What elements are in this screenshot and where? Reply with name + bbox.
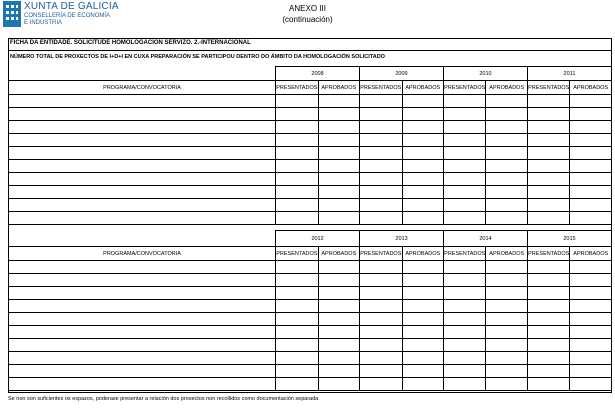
presented-input-cell[interactable] [276,199,318,212]
presented-column-header: PRESENTADOS [527,247,569,261]
approved-input-cell[interactable] [318,186,359,199]
approved-column-header: APROBADOS [486,81,527,95]
approved-input-cell[interactable] [486,173,527,186]
presented-input-cell[interactable] [443,186,485,199]
presented-input-cell[interactable] [444,326,486,339]
approved-input-cell[interactable] [402,160,443,173]
presented-input-cell[interactable] [527,212,569,225]
presented-input-cell[interactable] [360,95,402,108]
approved-input-cell[interactable] [486,287,527,300]
presented-input-cell[interactable] [360,108,402,121]
approved-input-cell[interactable] [570,186,612,199]
presented-input-cell[interactable] [276,274,318,287]
presented-input-cell[interactable] [527,186,569,199]
approved-input-cell[interactable] [486,147,527,160]
approved-input-cell[interactable] [402,95,443,108]
presented-input-cell[interactable] [444,274,486,287]
approved-input-cell[interactable] [402,287,443,300]
approved-input-cell[interactable] [318,378,359,391]
year-header-row [9,231,612,247]
program-input-cell[interactable] [9,365,276,378]
approved-input-cell[interactable] [486,300,527,313]
presented-input-cell[interactable] [360,365,402,378]
program-input-cell[interactable] [9,108,276,121]
approved-input-cell[interactable] [402,108,443,121]
table-row [9,173,612,186]
approved-column-header: APROBADOS [486,247,527,261]
department-line-1: CONSELLERÍA DE ECONOMÍA [24,13,111,19]
projects-table-2008-2011 [8,66,612,225]
approved-input-cell[interactable] [402,339,443,352]
page-header [0,0,615,36]
presented-input-cell[interactable] [360,313,402,326]
column-header-row [9,81,612,95]
presented-input-cell[interactable] [276,313,318,326]
approved-input-cell[interactable] [570,121,612,134]
table-row [9,378,612,391]
xunta-logo-icon [3,1,21,27]
approved-input-cell[interactable] [318,160,359,173]
presented-column-header: PRESENTADOS [444,247,486,261]
table-row [9,287,612,300]
presented-column-header: PRESENTADOS [360,247,402,261]
approved-input-cell[interactable] [402,365,443,378]
presented-column-header: PRESENTADOS [276,247,318,261]
approved-input-cell[interactable] [570,108,612,121]
presented-input-cell[interactable] [527,352,569,365]
projects-table-2012-2015 [8,230,612,391]
approved-input-cell[interactable] [402,199,443,212]
program-input-cell[interactable] [9,378,276,391]
presented-input-cell[interactable] [527,173,569,186]
approved-input-cell[interactable] [318,313,359,326]
presented-column-header: PRESENTADOS [443,81,485,95]
presented-input-cell[interactable] [360,378,402,391]
program-input-cell[interactable] [9,160,276,173]
approved-input-cell[interactable] [570,365,612,378]
title-divider [8,50,612,51]
approved-input-cell[interactable] [570,313,612,326]
program-input-cell[interactable] [9,134,276,147]
presented-input-cell[interactable] [444,339,486,352]
presented-input-cell[interactable] [443,108,485,121]
approved-input-cell[interactable] [318,261,359,274]
form-subtitle: NÚMERO TOTAL DE PROXECTOS DE I+D+I EN CUXA PREPARACIÓN SE PARTICIPOU DENTRO DO ÁMBITO DA HOMOLOGACIÓN SOLICITADO [10,54,385,60]
presented-column-header: PRESENTADOS [527,81,569,95]
table-row [9,352,612,365]
approved-input-cell[interactable] [570,95,612,108]
annex-title: ANEXO III [289,4,326,13]
approved-input-cell[interactable] [318,326,359,339]
approved-input-cell[interactable] [318,147,359,160]
table-row [9,95,612,108]
presented-input-cell[interactable] [444,261,486,274]
approved-input-cell[interactable] [486,365,527,378]
year-header: 2009 [360,67,444,81]
program-input-cell[interactable] [9,339,276,352]
presented-input-cell[interactable] [527,300,569,313]
table-row [9,147,612,160]
presented-input-cell[interactable] [527,108,569,121]
table-row [9,199,612,212]
approved-input-cell[interactable] [402,326,443,339]
table-row [9,326,612,339]
program-input-cell[interactable] [9,300,276,313]
approved-input-cell[interactable] [570,173,612,186]
presented-input-cell[interactable] [444,313,486,326]
year-header-row [9,67,612,81]
presented-input-cell[interactable] [360,147,402,160]
approved-input-cell[interactable] [402,212,443,225]
presented-input-cell[interactable] [527,160,569,173]
approved-input-cell[interactable] [318,287,359,300]
presented-input-cell[interactable] [527,261,569,274]
approved-input-cell[interactable] [570,134,612,147]
presented-input-cell[interactable] [443,160,485,173]
program-input-cell[interactable] [9,326,276,339]
year-header: 2012 [276,231,360,247]
approved-input-cell[interactable] [486,108,527,121]
approved-input-cell[interactable] [570,378,612,391]
presented-input-cell[interactable] [276,261,318,274]
approved-input-cell[interactable] [318,352,359,365]
annex-subtitle: (continuación) [282,15,333,24]
approved-input-cell[interactable] [402,313,443,326]
approved-input-cell[interactable] [486,160,527,173]
approved-column-header: APROBADOS [318,247,359,261]
approved-input-cell[interactable] [486,134,527,147]
program-input-cell[interactable] [9,147,276,160]
approved-input-cell[interactable] [318,212,359,225]
presented-input-cell[interactable] [527,95,569,108]
presented-input-cell[interactable] [443,199,485,212]
presented-input-cell[interactable] [276,300,318,313]
presented-input-cell[interactable] [276,352,318,365]
approved-input-cell[interactable] [318,134,359,147]
approved-input-cell[interactable] [402,300,443,313]
program-input-cell[interactable] [9,199,276,212]
approved-input-cell[interactable] [486,339,527,352]
presented-input-cell[interactable] [276,134,318,147]
program-column-header: PROGRAMA/CONVOCATORIA [9,247,276,261]
approved-input-cell[interactable] [318,199,359,212]
program-column-header: PROGRAMA/CONVOCATORIA [9,81,276,95]
approved-input-cell[interactable] [486,199,527,212]
presented-input-cell[interactable] [276,147,318,160]
approved-input-cell[interactable] [402,121,443,134]
approved-input-cell[interactable] [570,339,612,352]
form-title: FICHA DA ENTIDADE. SOLICITUDE HOMOLOGACIÓN SERVIZO. 2.-INTERNACIONAL [10,40,251,46]
presented-input-cell[interactable] [276,186,318,199]
approved-input-cell[interactable] [486,186,527,199]
year-header: 2010 [443,67,527,81]
presented-input-cell[interactable] [360,261,402,274]
department-line-2: E INDUSTRIA [24,20,63,26]
approved-input-cell[interactable] [486,261,527,274]
table-row [9,261,612,274]
presented-input-cell[interactable] [443,173,485,186]
approved-input-cell[interactable] [570,287,612,300]
program-input-cell[interactable] [9,212,276,225]
presented-input-cell[interactable] [443,212,485,225]
program-input-cell[interactable] [9,274,276,287]
presented-input-cell[interactable] [527,365,569,378]
approved-input-cell[interactable] [570,274,612,287]
presented-input-cell[interactable] [276,173,318,186]
presented-input-cell[interactable] [276,365,318,378]
table-row [9,300,612,313]
presented-input-cell[interactable] [360,300,402,313]
approved-input-cell[interactable] [318,173,359,186]
table-row [9,186,612,199]
approved-input-cell[interactable] [402,352,443,365]
presented-input-cell[interactable] [360,352,402,365]
approved-input-cell[interactable] [402,274,443,287]
program-input-cell[interactable] [9,261,276,274]
blank-corner [9,67,276,81]
approved-input-cell[interactable] [486,326,527,339]
approved-input-cell[interactable] [318,365,359,378]
approved-input-cell[interactable] [570,160,612,173]
presented-input-cell[interactable] [360,121,402,134]
program-input-cell[interactable] [9,95,276,108]
presented-input-cell[interactable] [360,173,402,186]
presented-input-cell[interactable] [360,326,402,339]
presented-input-cell[interactable] [276,339,318,352]
approved-input-cell[interactable] [486,212,527,225]
presented-input-cell[interactable] [444,300,486,313]
presented-input-cell[interactable] [360,186,402,199]
presented-input-cell[interactable] [527,287,569,300]
presented-input-cell[interactable] [276,378,318,391]
footnote: Se non son suficientes os espazos, poderase presentar a relación dos proxectos non recollidos como documentación separada [8,396,319,402]
presented-input-cell[interactable] [527,199,569,212]
program-input-cell[interactable] [9,121,276,134]
approved-input-cell[interactable] [318,95,359,108]
presented-input-cell[interactable] [276,108,318,121]
approved-input-cell[interactable] [570,147,612,160]
blank-corner [9,231,276,247]
presented-input-cell[interactable] [276,326,318,339]
approved-input-cell[interactable] [318,339,359,352]
presented-input-cell[interactable] [276,160,318,173]
presented-input-cell[interactable] [443,95,485,108]
approved-input-cell[interactable] [570,261,612,274]
table-row [9,212,612,225]
presented-input-cell[interactable] [444,352,486,365]
presented-input-cell[interactable] [360,339,402,352]
approved-input-cell[interactable] [402,173,443,186]
approved-column-header: APROBADOS [570,247,612,261]
presented-column-header: PRESENTADOS [360,81,402,95]
approved-input-cell[interactable] [318,108,359,121]
approved-input-cell[interactable] [402,261,443,274]
approved-input-cell[interactable] [318,274,359,287]
presented-input-cell[interactable] [443,147,485,160]
presented-input-cell[interactable] [276,121,318,134]
presented-input-cell[interactable] [360,134,402,147]
presented-input-cell[interactable] [276,95,318,108]
presented-input-cell[interactable] [444,287,486,300]
presented-input-cell[interactable] [527,147,569,160]
approved-input-cell[interactable] [318,300,359,313]
presented-input-cell[interactable] [443,121,485,134]
program-input-cell[interactable] [9,313,276,326]
presented-input-cell[interactable] [360,212,402,225]
approved-input-cell[interactable] [570,326,612,339]
table-row [9,121,612,134]
presented-input-cell[interactable] [527,326,569,339]
approved-column-header: APROBADOS [570,81,612,95]
presented-input-cell[interactable] [444,378,486,391]
table-row [9,160,612,173]
table-row [9,313,612,326]
year-header: 2013 [360,231,444,247]
approved-input-cell[interactable] [486,274,527,287]
column-header-row [9,247,612,261]
program-input-cell[interactable] [9,173,276,186]
approved-input-cell[interactable] [486,352,527,365]
year-header: 2008 [276,67,360,81]
approved-input-cell[interactable] [486,313,527,326]
program-input-cell[interactable] [9,352,276,365]
year-header: 2014 [444,231,528,247]
presented-input-cell[interactable] [443,134,485,147]
approved-input-cell[interactable] [402,186,443,199]
table-row [9,108,612,121]
org-name: XUNTA DE GALICIA [24,1,119,12]
approved-input-cell[interactable] [486,95,527,108]
approved-input-cell[interactable] [402,378,443,391]
approved-input-cell[interactable] [486,121,527,134]
approved-input-cell[interactable] [570,352,612,365]
approved-column-header: APROBADOS [402,81,443,95]
presented-input-cell[interactable] [276,287,318,300]
year-header: 2011 [527,67,611,81]
year-header: 2015 [527,231,611,247]
presented-input-cell[interactable] [527,378,569,391]
approved-input-cell[interactable] [402,134,443,147]
program-input-cell[interactable] [9,186,276,199]
presented-input-cell[interactable] [360,160,402,173]
approved-input-cell[interactable] [570,212,612,225]
presented-input-cell[interactable] [527,121,569,134]
table-row [9,365,612,378]
table-row [9,339,612,352]
presented-column-header: PRESENTADOS [276,81,318,95]
program-input-cell[interactable] [9,287,276,300]
table-row [9,274,612,287]
approved-column-header: APROBADOS [318,81,359,95]
approved-column-header: APROBADOS [402,247,443,261]
approved-input-cell[interactable] [570,199,612,212]
presented-input-cell[interactable] [360,274,402,287]
presented-input-cell[interactable] [444,365,486,378]
presented-input-cell[interactable] [360,287,402,300]
table-row [9,134,612,147]
presented-input-cell[interactable] [527,134,569,147]
presented-input-cell[interactable] [276,212,318,225]
presented-input-cell[interactable] [527,313,569,326]
presented-input-cell[interactable] [527,274,569,287]
presented-input-cell[interactable] [527,339,569,352]
approved-input-cell[interactable] [318,121,359,134]
approved-input-cell[interactable] [402,147,443,160]
presented-input-cell[interactable] [360,199,402,212]
approved-input-cell[interactable] [486,378,527,391]
approved-input-cell[interactable] [570,300,612,313]
